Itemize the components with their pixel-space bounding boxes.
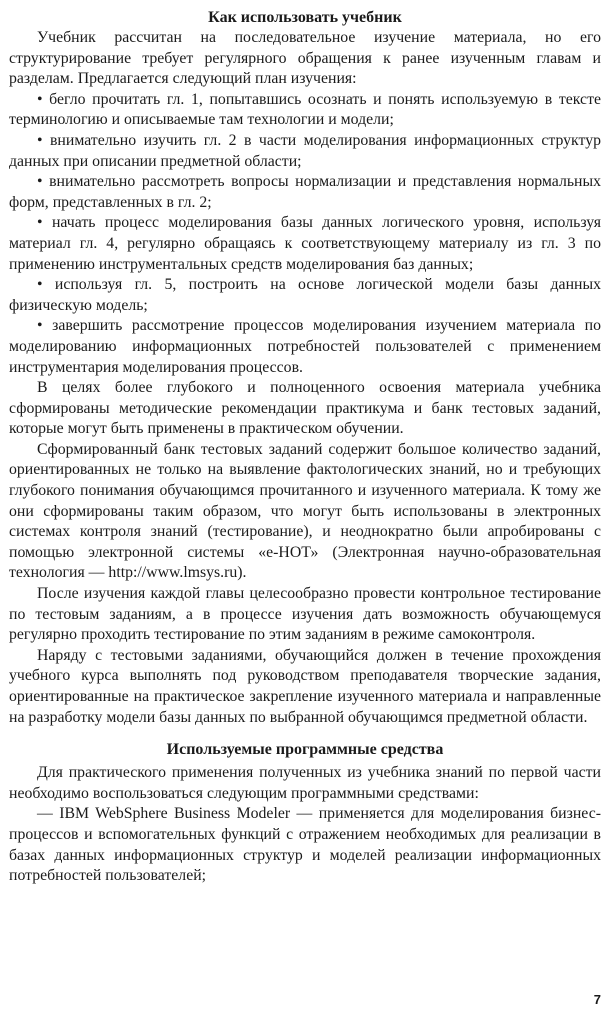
list-item: • начать процесс моделирования базы данных логического уровня, используя материал гл. 4, регулярно обращаясь к соответствующему материалу из гл. 3 по применению инструментальных средств моделирования баз данных; xyxy=(9,214,601,273)
paragraph: Наряду с тестовыми заданиями, обучающийся должен в течение прохождения учебного курса выполнять под руководством преподавателя творческие задания, ориентированные на практическое закрепление изученного материала и направленные на разработку модели базы данных по выбранной обучающимся предметной области. xyxy=(9,646,601,726)
list-item: • внимательно изучить гл. 2 в части моделирования информационных структур данных при описании предметной области; xyxy=(9,131,601,170)
section-title: Используемые программные средства xyxy=(166,741,444,759)
paragraph: Для практического применения полученных из учебника знаний по первой части необходимо воспользоваться следующим программными средствами: xyxy=(9,764,601,802)
section-body xyxy=(9,28,601,728)
page-number: 7 xyxy=(593,992,601,1007)
list-item: • завершить рассмотрение процессов моделирования изучением материала по моделированию информационных потребностей пользователей с применением инструментария моделирования процессов. xyxy=(9,317,601,376)
document-page xyxy=(9,8,601,887)
paragraph: Учебник рассчитан на последовательное изучение материала, но его структурирование требует регулярного обращения к ранее изученным главам и разделам. Предлагается следующий план изучения: xyxy=(9,29,601,88)
list-item: • используя гл. 5, построить на основе логической модели базы данных физическую модель; xyxy=(9,276,601,314)
paragraph: В целях более глубокого и полноценного освоения материала учебника сформированы методические рекомендации практикума и банк тестовых заданий, которые могут быть применены в практическом обучении. xyxy=(9,379,601,438)
paragraph: После изучения каждой главы целесообразно провести контрольное тестирование по тестовым заданиям, а в процессе изучения дать возможность обучающемуся регулярно проходить тестирование по этим заданиям в режиме самоконтроля. xyxy=(9,585,601,644)
list-item: — IBM WebSphere Business Modeler — применяется для моделирования бизнес-процессов и вспомогательных функций с отражением необходимых для реализации в базах данных информационных структур и моделей реализации информационных потребностей пользователей; xyxy=(9,805,601,885)
section-body xyxy=(9,763,601,887)
section-title: Как использовать учебник xyxy=(208,9,402,26)
list-item: • внимательно рассмотреть вопросы нормализации и представления нормальных форм, представленных в гл. 2; xyxy=(9,173,601,211)
paragraph: Сформированный банк тестовых заданий содержит большое количество заданий, ориентированных не только на выявление фактологических знаний, но и требующих глубокого понимания обучающимся прочитанного и изученного материала. К тому же они сформированы таким образом, что могут быть использованы в электронных системах контроля знаний (тестирование), и неоднократно были апробированы с помощью электронной системы «e-НОТ» (Электронная научно-образовательная технология — http://www.lmsys.ru). xyxy=(9,440,601,582)
list-item: • бегло прочитать гл. 1, попытавшись осознать и понять используемую в тексте терминологию и описываемые там технологии и модели; xyxy=(9,90,601,129)
